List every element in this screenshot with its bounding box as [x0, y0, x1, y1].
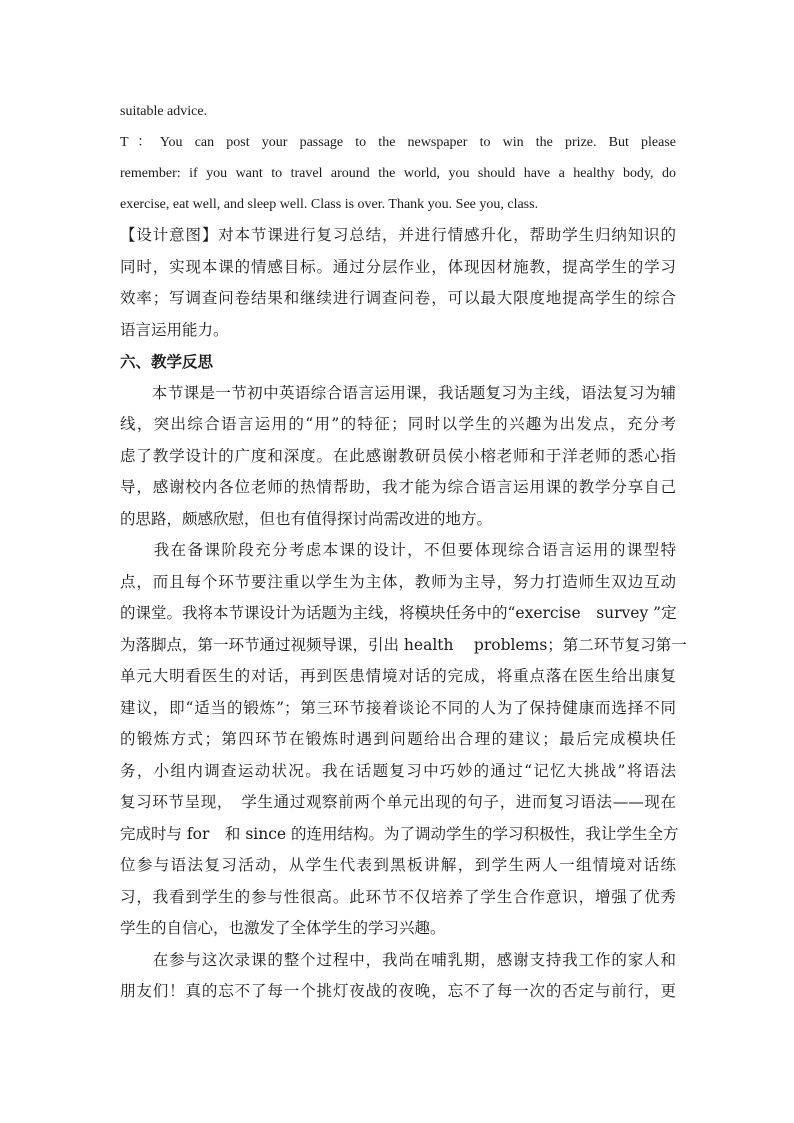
text-line: T：You can post your passage to the newspaper to win the prize. But please	[120, 135, 676, 150]
text-line: suitable advice.	[120, 104, 208, 119]
text-line: 学生的自信心，也激发了全体学生的学习兴趣。	[120, 919, 446, 937]
text-line: 习，我看到学生的参与性很高。此环节不仅培养了学生合作意识，增强了优秀	[120, 887, 676, 906]
text-line: 位参与语法复习活动，从学生代表到黑板讲解，到学生两人一组情境对话练	[120, 856, 676, 874]
text-line: remember: if you want to travel around the world, you should have a healthy body, do	[120, 166, 676, 181]
text-line: 务，小组内调查运动状况。我在话题复习中巧妙的通过“记忆大挑战”将语法	[120, 761, 676, 780]
text-line: 复习环节呈现， 学生通过观察前两个单元出现的句子，进而复习语法——现在	[120, 793, 676, 811]
text-line: 朋友们！真的忘不了每一个挑灯夜战的夜晚，忘不了每一次的否定与前行，更	[120, 982, 676, 1000]
text-line: exercise, eat well, and sleep well. Class is over. Thank you. See you, class.	[120, 197, 539, 212]
text-line: 虑了教学设计的广度和深度。在此感谢教研员侯小榕老师和于洋老师的悉心指	[120, 446, 676, 465]
text-line: 点，而且每个环节要注重以学生为主体，教师为主导，努力打造师生双边互动	[120, 572, 676, 591]
text-line: 导，感谢校内各位老师的热情帮助，我才能为综合语言运用课的教学分享自己	[120, 478, 676, 496]
text-line: 线，突出综合语言运用的“用”的特征；同时以学生的兴趣为出发点，充分考	[120, 415, 676, 433]
text-line: 的思路，颇感欣慰，但也有值得探讨尚需改进的地方。	[120, 509, 493, 528]
text-line: 我在备课阶段充分考虑本课的设计，不但要体现综合语言运用的课型特	[120, 541, 676, 559]
text-line: 为落脚点，第一环节通过视频导课，引出 health problems；第二环节复习第一	[120, 635, 687, 654]
text-line: 本节课是一节初中英语综合语言运用课，我话题复习为主线，语法复习为辅	[120, 383, 676, 402]
text-line: 在参与这次录课的整个过程中，我尚在哺乳期，感谢支持我工作的家人和	[120, 950, 676, 969]
text-line: 效率；写调查问卷结果和继续进行调查问卷，可以最大限度地提高学生的综合	[120, 289, 676, 307]
text-line: 的课堂。我将本节课设计为话题为主线，将模块任务中的“exercise survey ”定	[120, 604, 677, 622]
text-line: 完成时与 for 和 since 的连用结构。为了调动学生的学习积极性，我让学生全方	[120, 824, 679, 843]
text-line: 建议，即“适当的锻炼”；第三环节接着谈论不同的人为了保持健康而选择不同	[120, 698, 676, 717]
text-line: 单元大明看医生的对话，再到医患情境对话的完成，将重点落在医生给出康复	[120, 667, 676, 685]
text-line: 的锻炼方式；第四环节在锻炼时遇到问题给出合理的建议；最后完成模块任	[120, 730, 676, 748]
text-line: 【设计意图】对本节课进行复习总结，并进行情感升化，帮助学生归纳知识的	[120, 226, 676, 244]
section-heading: 六、教学反思	[120, 352, 214, 371]
document-body	[120, 96, 687, 1008]
text-line: 同时，实现本课的情感目标。通过分层作业，体现因材施教，提高学生的学习	[120, 257, 676, 276]
text-line: 语言运用能力。	[120, 320, 229, 339]
